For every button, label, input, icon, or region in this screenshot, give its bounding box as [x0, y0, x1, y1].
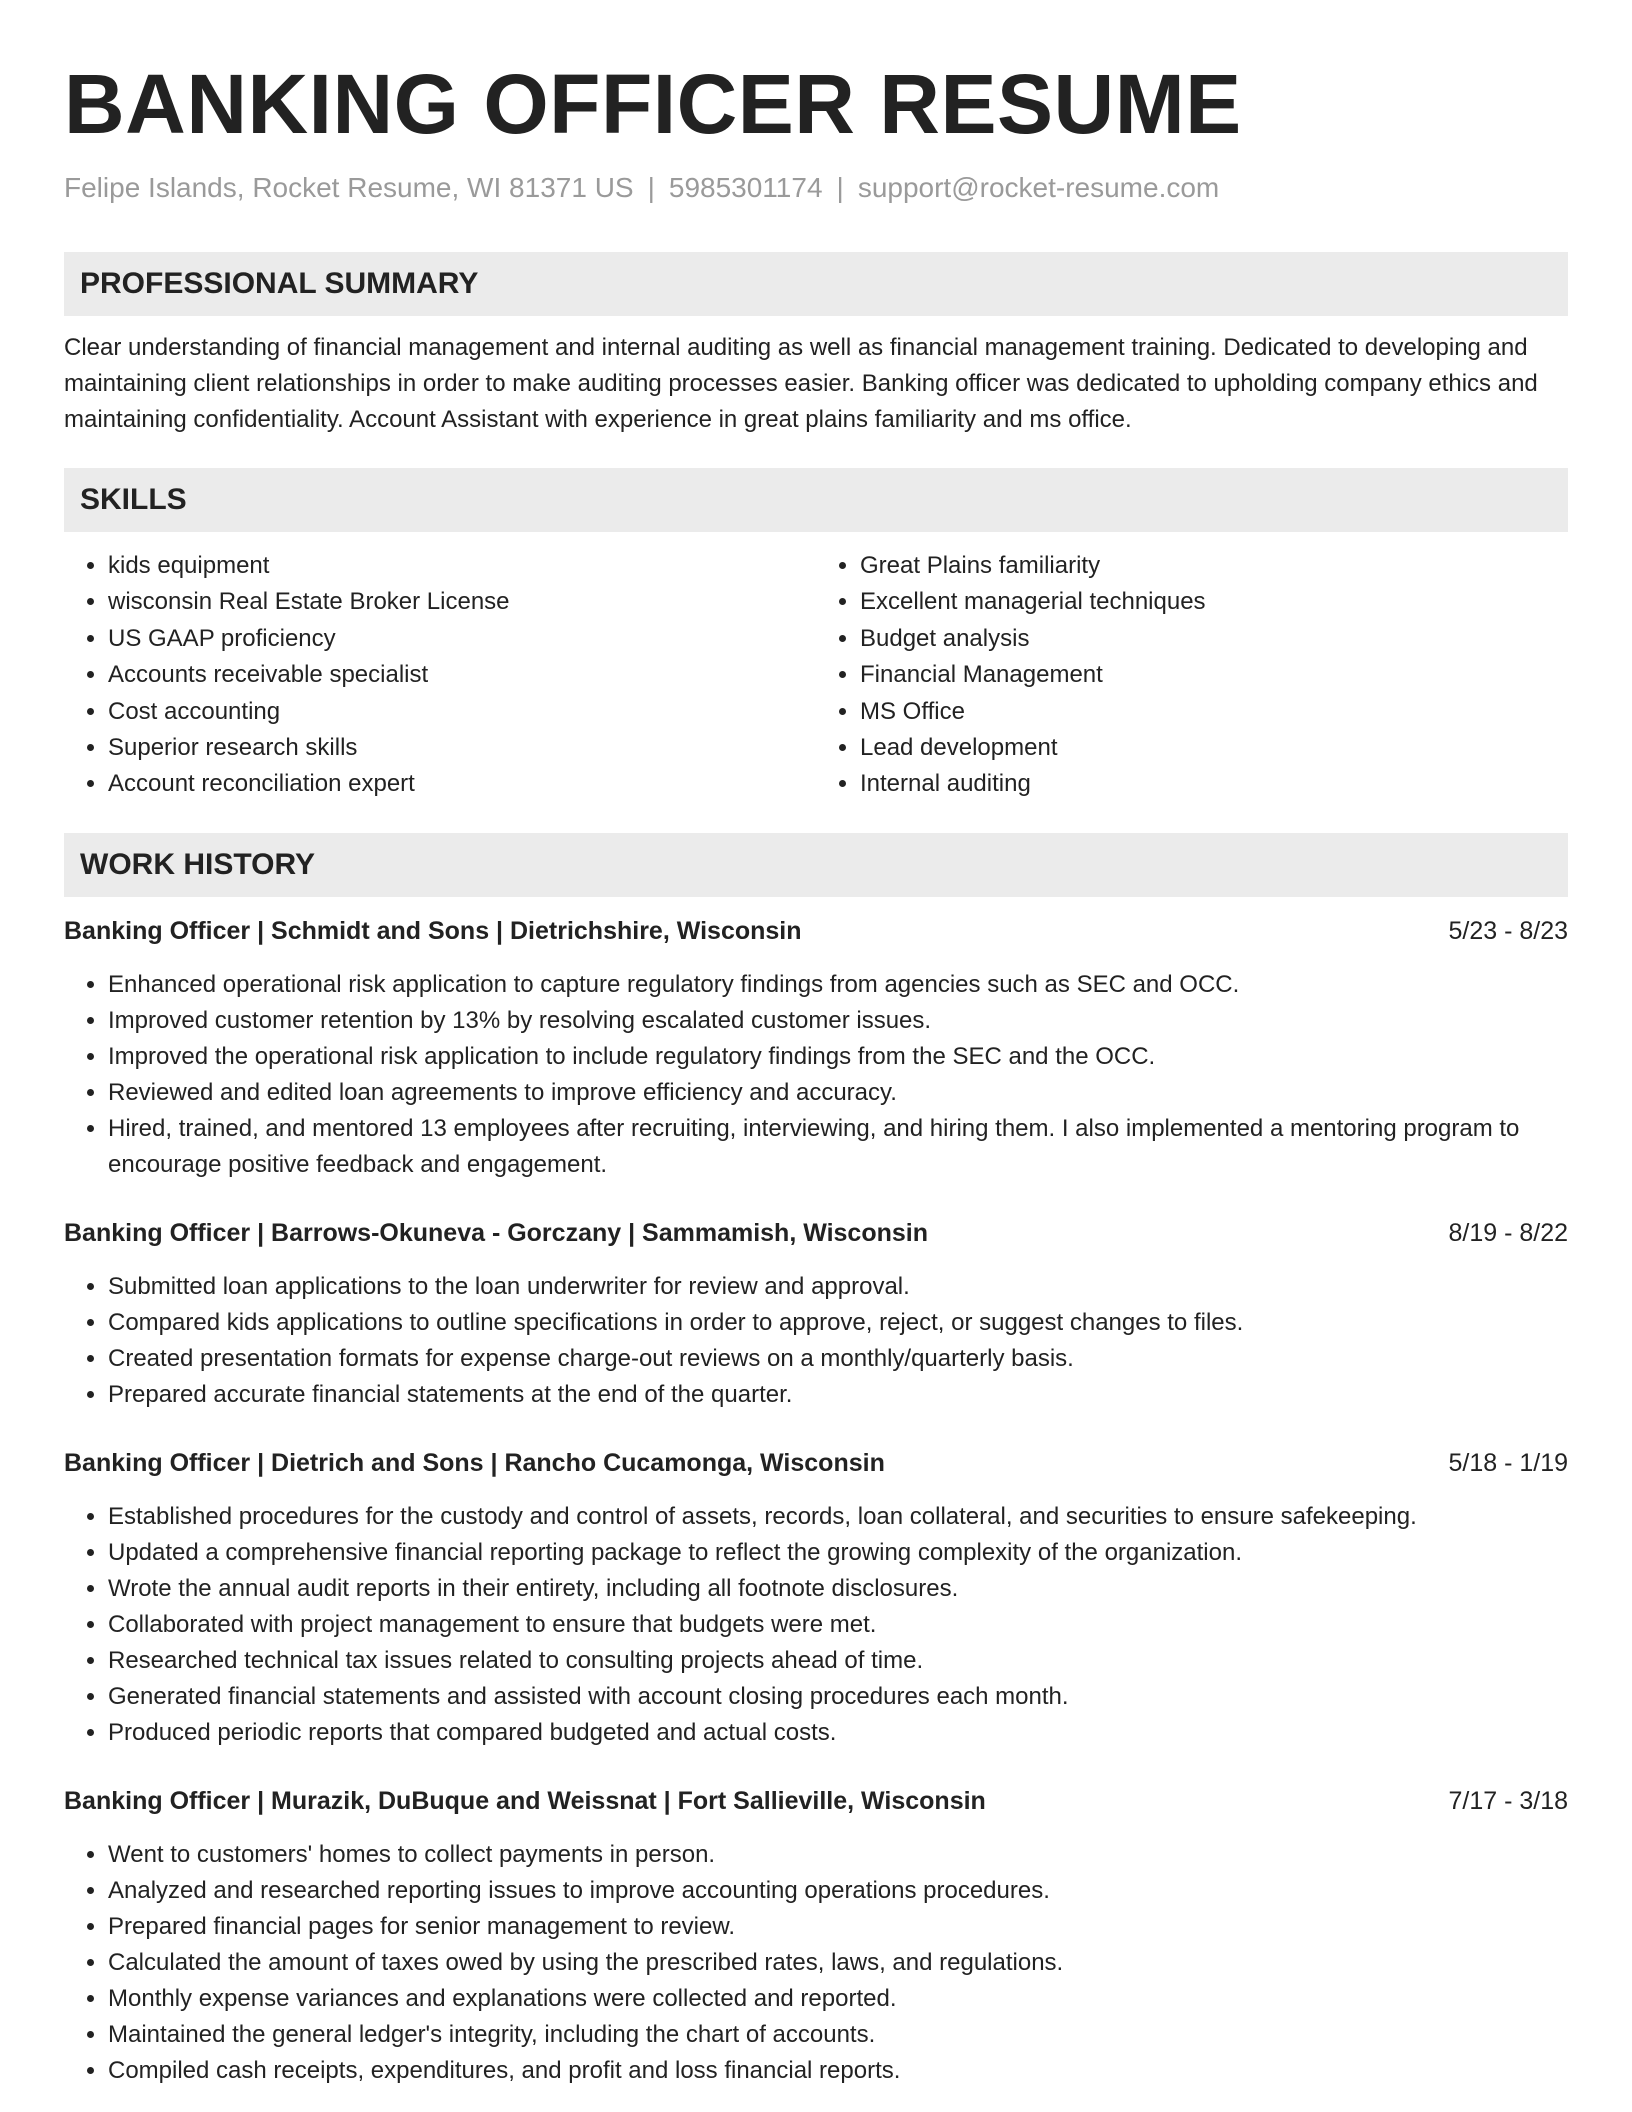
job-bullet: • Prepared accurate financial statements at the end of the quarter.	[108, 1377, 1568, 1413]
job-bullet: • Compiled cash receipts, expenditures, and profit and loss financial reports.	[108, 2053, 1568, 2089]
job-bullet: • Compared kids applications to outline specifications in order to approve, reject, or suggest changes to files.	[108, 1305, 1568, 1341]
job-bullets	[64, 967, 1568, 1183]
summary-text: Clear understanding of financial management and internal auditing as well as financial management training. Dedicated to developing and maintaining client relationships in order to make auditing processes easier. Banking officer was dedicated to upholding company ethics and maintaining confidentiality. Account Assistant with experience in great plains familiarity and ms office.	[64, 334, 1538, 433]
job-header	[64, 913, 1568, 949]
summary-heading: PROFESSIONAL SUMMARY	[64, 252, 1568, 316]
skill-item: • Superior research skills	[108, 730, 816, 766]
contact-email: support@rocket-resume.com	[857, 172, 1220, 203]
job-title: Banking Officer | Murazik, DuBuque and Weissnat | Fort Sallieville, Wisconsin	[64, 1786, 986, 1815]
job-bullet: • Reviewed and edited loan agreements to improve efficiency and accuracy.	[108, 1075, 1568, 1111]
job-bullet: • Enhanced operational risk application to capture regulatory findings from agencies such as SEC and OCC.	[108, 967, 1568, 1003]
job-dates: 7/17 - 3/18	[1448, 1786, 1568, 1815]
job-title: Banking Officer | Dietrich and Sons | Rancho Cucamonga, Wisconsin	[64, 1448, 885, 1477]
job-entry	[64, 1783, 1568, 2089]
job-title: Banking Officer | Schmidt and Sons | Dietrichshire, Wisconsin	[64, 916, 802, 945]
job-bullet: • Produced periodic reports that compared budgeted and actual costs.	[108, 1715, 1568, 1751]
job-bullet: • Wrote the annual audit reports in their entirety, including all footnote disclosures.	[108, 1571, 1568, 1607]
skill-item: • Financial Management	[860, 657, 1568, 693]
skill-item: • Excellent managerial techniques	[860, 584, 1568, 620]
job-bullets	[64, 1837, 1568, 2089]
job-bullet: • Analyzed and researched reporting issues to improve accounting operations procedures.	[108, 1873, 1568, 1909]
job-dates: 5/23 - 8/23	[1448, 916, 1568, 945]
job-bullet: • Submitted loan applications to the loan underwriter for review and approval.	[108, 1269, 1568, 1305]
job-header	[64, 1783, 1568, 1819]
skill-item: • US GAAP proficiency	[108, 621, 816, 657]
skill-item: • Great Plains familiarity	[860, 548, 1568, 584]
skill-item: • Budget analysis	[860, 621, 1568, 657]
job-bullet: • Maintained the general ledger's integrity, including the chart of accounts.	[108, 2017, 1568, 2053]
skill-item: • Account reconciliation expert	[108, 766, 816, 802]
job-bullet: • Went to customers' homes to collect payments in person.	[108, 1837, 1568, 1873]
job-bullet: • Established procedures for the custody and control of assets, records, loan collateral, and securities to ensure safekeeping.	[108, 1499, 1568, 1535]
resume-title: BANKING OFFICER RESUME	[64, 57, 1242, 151]
job-entry	[64, 1445, 1568, 1751]
job-bullet: • Collaborated with project management to ensure that budgets were met.	[108, 1607, 1568, 1643]
contact-line	[64, 170, 1568, 206]
contact-address: Felipe Islands, Rocket Resume, WI 81371 US	[64, 172, 634, 203]
contact-separator: |	[647, 172, 655, 203]
skill-item: • MS Office	[860, 694, 1568, 730]
job-bullet: • Calculated the amount of taxes owed by using the prescribed rates, laws, and regulations.	[108, 1945, 1568, 1981]
skill-item: • Internal auditing	[860, 766, 1568, 802]
job-bullet: • Generated financial statements and assisted with account closing procedures each month.	[108, 1679, 1568, 1715]
skill-item: • Accounts receivable specialist	[108, 657, 816, 693]
skill-item: • kids equipment	[108, 548, 816, 584]
job-bullet: • Improved the operational risk application to include regulatory findings from the SEC and the OCC.	[108, 1039, 1568, 1075]
job-bullet: • Created presentation formats for expense charge-out reviews on a monthly/quarterly basis.	[108, 1341, 1568, 1377]
contact-phone: 5985301174	[668, 172, 823, 203]
job-header	[64, 1445, 1568, 1481]
work-history-heading: WORK HISTORY	[64, 833, 1568, 897]
job-bullet: • Updated a comprehensive financial reporting package to reflect the growing complexity of the organization.	[108, 1535, 1568, 1571]
job-bullets	[64, 1499, 1568, 1751]
job-entry	[64, 1215, 1568, 1413]
job-bullet: • Monthly expense variances and explanations were collected and reported.	[108, 1981, 1568, 2017]
skill-item: • Lead development	[860, 730, 1568, 766]
skills-list	[64, 548, 1568, 803]
job-bullet: • Prepared financial pages for senior management to review.	[108, 1909, 1568, 1945]
job-header	[64, 1215, 1568, 1251]
job-dates: 5/18 - 1/19	[1448, 1448, 1568, 1477]
skill-item: • wisconsin Real Estate Broker License	[108, 584, 816, 620]
contact-separator: |	[836, 172, 844, 203]
job-entry	[64, 913, 1568, 1183]
skills-column-right	[816, 548, 1568, 803]
job-bullet: • Researched technical tax issues related to consulting projects ahead of time.	[108, 1643, 1568, 1679]
skills-heading: SKILLS	[64, 468, 1568, 532]
job-bullets	[64, 1269, 1568, 1413]
job-dates: 8/19 - 8/22	[1448, 1218, 1568, 1247]
job-bullet: • Improved customer retention by 13% by resolving escalated customer issues.	[108, 1003, 1568, 1039]
job-bullet: • Hired, trained, and mentored 13 employees after recruiting, interviewing, and hiring them. I also implemented a mentoring program to encourage positive feedback and engagement.	[108, 1111, 1568, 1183]
skill-item: • Cost accounting	[108, 694, 816, 730]
job-title: Banking Officer | Barrows-Okuneva - Gorczany | Sammamish, Wisconsin	[64, 1218, 929, 1247]
skills-column-left	[64, 548, 816, 803]
